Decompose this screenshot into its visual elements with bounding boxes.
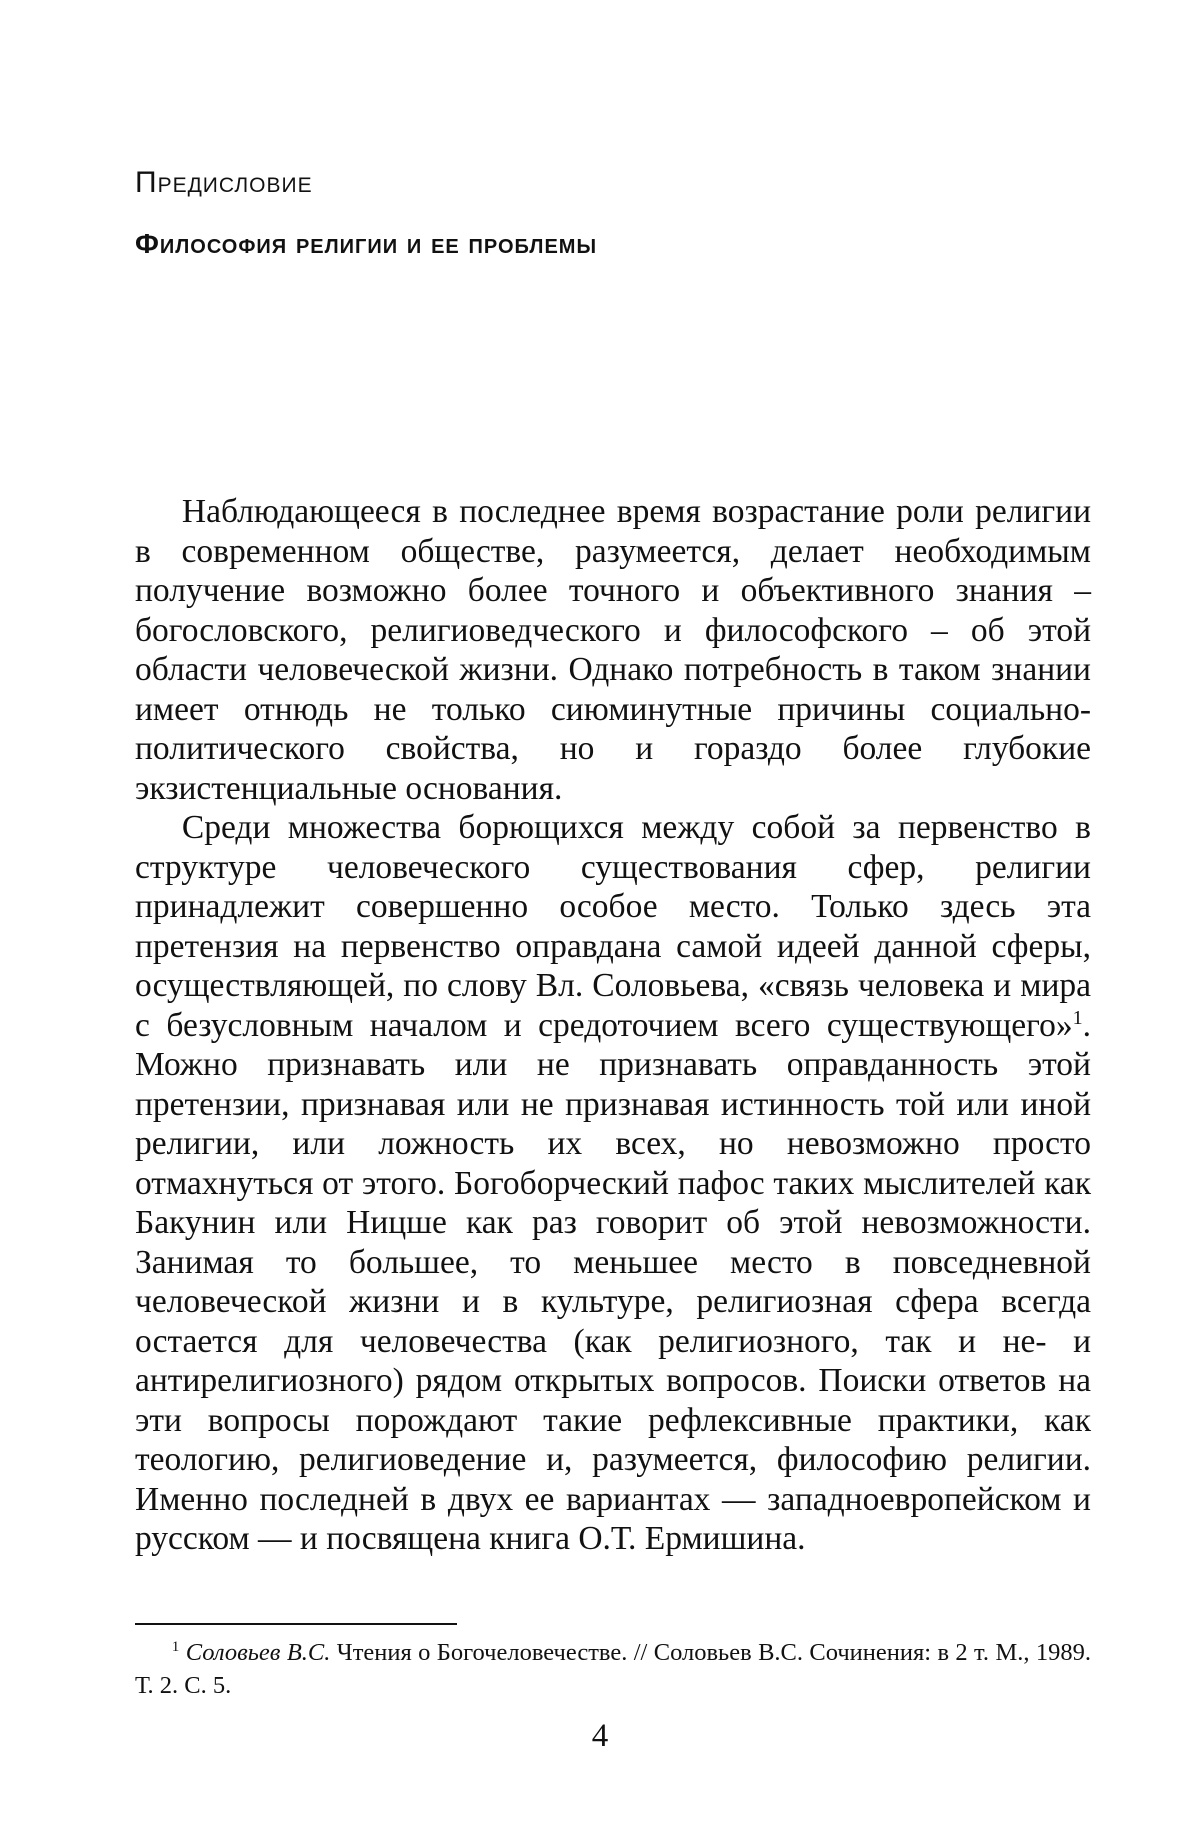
footnote-mark: 1 <box>171 1637 180 1655</box>
paragraph-2 <box>135 808 1091 1559</box>
section-label: Предисловие <box>135 166 313 199</box>
main-text <box>135 492 1091 1559</box>
paragraph-2-text-after-ref: . Можно признавать или не признавать оправданность этой претензии, признавая или не признавая истинность той или иной религии, или ложность их всех, но невозможно просто отмахнуться от этого. Богоборческий пафос таких мыслителей как Бакунин или Ницше как раз говорит об этой невозможности. Занимая то большее, то меньшее место в повседневной человеческой жизни и в культуре, религиозная сфера всегда остается для человечества (как религиозного, так и не- и антирелигиозного) рядом открытых вопросов. Поиски ответов на эти вопросы порождают такие рефлексивные практики, как теологию, религиоведение и, разумеется, философию религии. Именно последней в двух ее вариантах — западноевропейском и русском — и посвящена книга О.Т. Ермишина. <box>135 1006 1091 1557</box>
paragraph-2-text-before-ref: Среди множества борющихся между собой за первенство в структуре человеческого существования сфер, религии принадлежит совершенно особое место. Только здесь эта претензия на первенство оправдана самой идеей данной сферы, осуществляющей, по слову Вл. Соловьева, «связь человека и мира с безусловным началом и средоточием всего существующего» <box>135 809 1091 1044</box>
footnote-author: Соловьев В.С. <box>185 1639 331 1666</box>
footnote-reference[interactable]: 1 <box>1072 1006 1083 1029</box>
footnote-separator <box>135 1623 457 1625</box>
footnote-text: Чтения о Богочеловечестве. // Соловьев В.С. Сочинения: в 2 т. М., 1989. Т. 2. С. 5. <box>135 1639 1091 1699</box>
footnote <box>135 1636 1091 1702</box>
paragraph-1: Наблюдающееся в последнее время возрастание роли религии в современном обществе, разумеется, делает необходимым получение возможно более точного и объективного знания – богословского, религиоведческого и философского – об этой области человеческой жизни. Однако потребность в таком знании имеет отнюдь не только сиюминутные причины социально-политического свойства, но и гораздо более глубокие экзистенциальные основания. <box>135 493 1091 807</box>
page-number: 4 <box>591 1718 609 1754</box>
chapter-title: Философия религии и ее проблемы <box>135 228 598 259</box>
